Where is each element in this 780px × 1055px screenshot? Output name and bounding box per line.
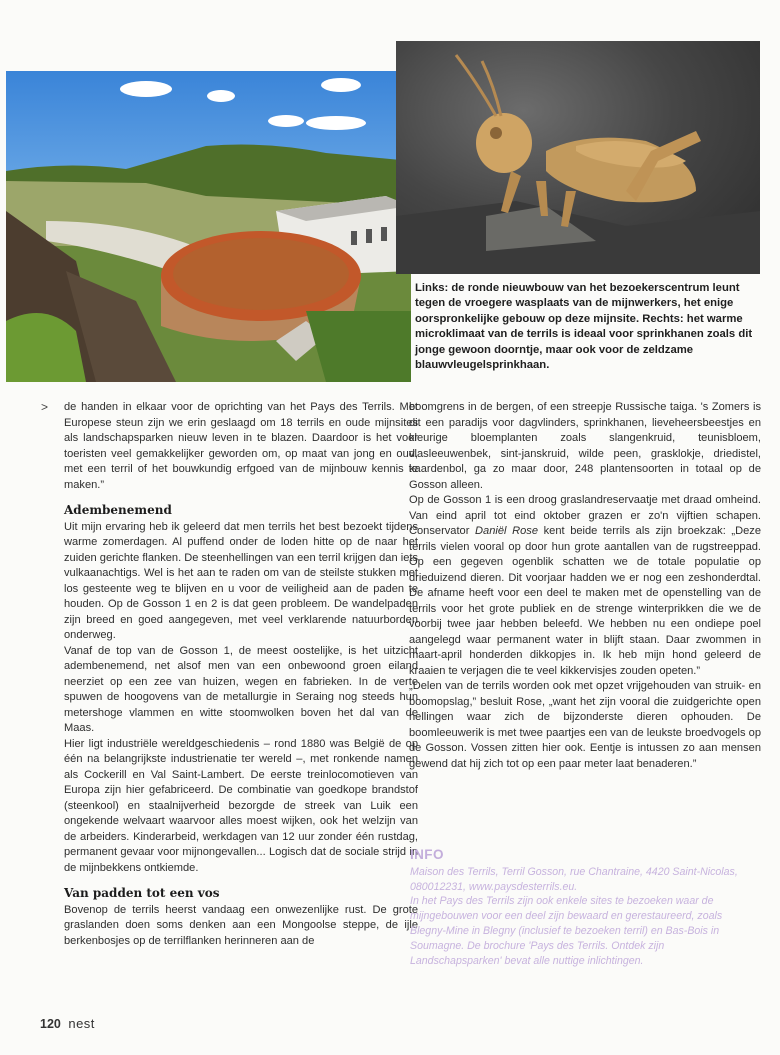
section-heading-adembenemend: Adembenemend: [64, 503, 172, 517]
paragraph: Hier ligt industriële wereldgeschiedenis – rond 1880 was België de op één na belangrijkste industrienatie ter wereld –, met ronkende namen als Cockerill en Val Saint-Lambert. De eerste treinlocomotieven van Europa zijn hier gefabriceerd. De combinatie van goedkope brandstof (steenkool) en staalnijverheid bezorgde de streek van Luik een ongekende welvaart waarvoor alles moest wijken, ook het welzijn van de arbeiders. Kinderarbeid, werkdagen van 12 uur zonder één rustdag, permanent gevaar voor mijnongevallen... Logisch dat de sociale strijd in de mijnbekkens ontkiemde.: [64, 737, 418, 874]
info-details: In het Pays des Terrils zijn ook enkele sites te bezoeken waar de mijngebouwen voor een deel zijn bewaard en gerestaureerd, zoals Blegny-Mine in Blegny (inclusief te bezoeken terril) en Bas-Bois in Soumagne. De brochure 'Pays des Terrils. Ontdek zijn Landschapsparken' bevat alle nuttige inlichtingen.: [410, 895, 723, 967]
right-text-column: [409, 400, 761, 772]
paragraph: [409, 493, 761, 679]
info-address: Maison des Terrils, Terril Gosson, rue Chantraine, 4420 Saint-Nicolas, 080012231, www.paysdesterrils.eu.: [410, 865, 738, 893]
paragraph: Bovenop de terrils heerst vandaag een onwezenlijke rust. De grote graslanden doen soms denken aan een Mongoolse steppe, de ijle berkenbosjes op de terrilflanken herinneren aan de: [64, 903, 418, 947]
magazine-name: nest: [68, 1016, 95, 1031]
continuation-marker: >: [41, 400, 49, 414]
grasshopper-photo: [396, 41, 760, 274]
paragraph-text: Op de Gosson 1 is een droog graslandreservaatje met draad omheind. Van eind april tot eind oktober grazen er zo'n vijftien schapen. Conservator: [409, 494, 761, 537]
paragraph: Vanaf de top van de Gosson 1, de meest oostelijke, is het uitzicht adembenemend, net alsof men van een onbewoond groen eiland neerziet op een zee van huizen, wegen en fabrieken. In de verte spuwen de hoogovens van de metallurgie in Seraing nog steeds hun metershoge vlammen en witte stoomwolken boven het dal van de Maas.: [64, 644, 418, 734]
photo-caption: Links: de ronde nieuwbouw van het bezoekerscentrum leunt tegen de vroegere wasplaats van de mijnwerkers, het enige oorspronkelijke gebouw op deze mijnsite. Rechts: het warme microklimaat van de terrils is ideaal voor sprinkhanen zoals dit jonge gewoon doorntje, maar ook voor de zeldzame blauwvleugelsprinkhaan.: [415, 282, 753, 372]
page-footer: [40, 1016, 95, 1031]
paragraph: „Delen van de terrils worden ook met opzet vrijgehouden van struik- en boomopslag,” besluit Rose, „want het zijn vooral die zuidgerichte open hellingen waar zich de bijzonderste dieren ophouden. De boomleeuwerik is met twee paartjes een van de leukste broedvogels op de Gosson. Vossen zitten hier ook. Eentje is intussen zo aan mensen gewend dat hij zich tot op een paar meter laat benaderen.”: [409, 680, 761, 770]
info-box: [410, 848, 756, 968]
paragraph: Uit mijn ervaring heb ik geleerd dat men terrils het best bezoekt tijdens warme zomerdagen. Al puffend onder de loden hitte op de naar het zuiden gerichte flanken. De steenhellingen van een terril krijgen dan iets vulkaanachtigs. Wel is het aan te raden om van de steilste stukken met los gesteente weg te blijven en u voor de veiligheid aan de paden te houden. Op de Gosson 1 en 2 is dat geen probleem. De wandelpaden zijn breed en goed aangegeven, met veel verklarende natuurborden onderweg.: [64, 520, 418, 641]
paragraph: boomgrens in de bergen, of een streepje Russische taiga. 's Zomers is dit een paradijs voor dagvlinders, sprinkhanen, lieveheersbeestjes en kleurige bloemplanten zoals slangenkruid, teunisbloem, vlasleeuwenbek, sint-janskruid, wilde peen, grasklokje, driedistel, kaardenbol, ga zo maar door, 248 plantensoorten in totaal op de Gosson alleen.: [409, 401, 761, 491]
left-text-column: [41, 400, 418, 949]
paragraph-text: kent beide terrils als zijn broekzak: „Deze terrils vielen vooral op door hun grote aantallen van de rugstreeppad. Op een gegeven ogenblik schatten we de totale populatie op drieduizend dieren. Dit voorjaar hadden we er nog een zeshonderdtal. De afname heeft voor een deel te maken met de openstelling van de terrils voor het grote publiek en de strenge winterprikken die we de voorbij twee jaar hebben beleefd. We hebben nu een ondiepe poel aangelegd waar permanent water in blijft staan. Daar zwommen in maart-april honderden dikkopjes in. Ik heb mijn hond geleerd de kraaien te verjagen die te veel kikkervisjes zouden opeten.”: [409, 525, 762, 677]
visitor-centre-illustration: [6, 71, 411, 382]
page-number: 120: [40, 1017, 61, 1031]
intro-paragraph: de handen in elkaar voor de oprichting van het Pays des Terrils. Met Europese steun zijn we erin geslaagd om 18 terrils en oude mijnsites als landschapsparken nieuw leven in te blazen. Daardoor is het voor toeristen veel gemakkelijker geworden om, op maat van jong en oud, met een terril of het bouwkundig erfgoed van de mijnbouw kennis te maken.”: [64, 401, 418, 491]
section-heading-van-padden: Van padden tot een vos: [64, 886, 220, 900]
visitor-centre-photo: [6, 71, 411, 382]
grasshopper-illustration: [396, 41, 760, 274]
conservator-name: Daniël Rose: [475, 525, 539, 537]
info-heading: INFO: [410, 847, 444, 862]
